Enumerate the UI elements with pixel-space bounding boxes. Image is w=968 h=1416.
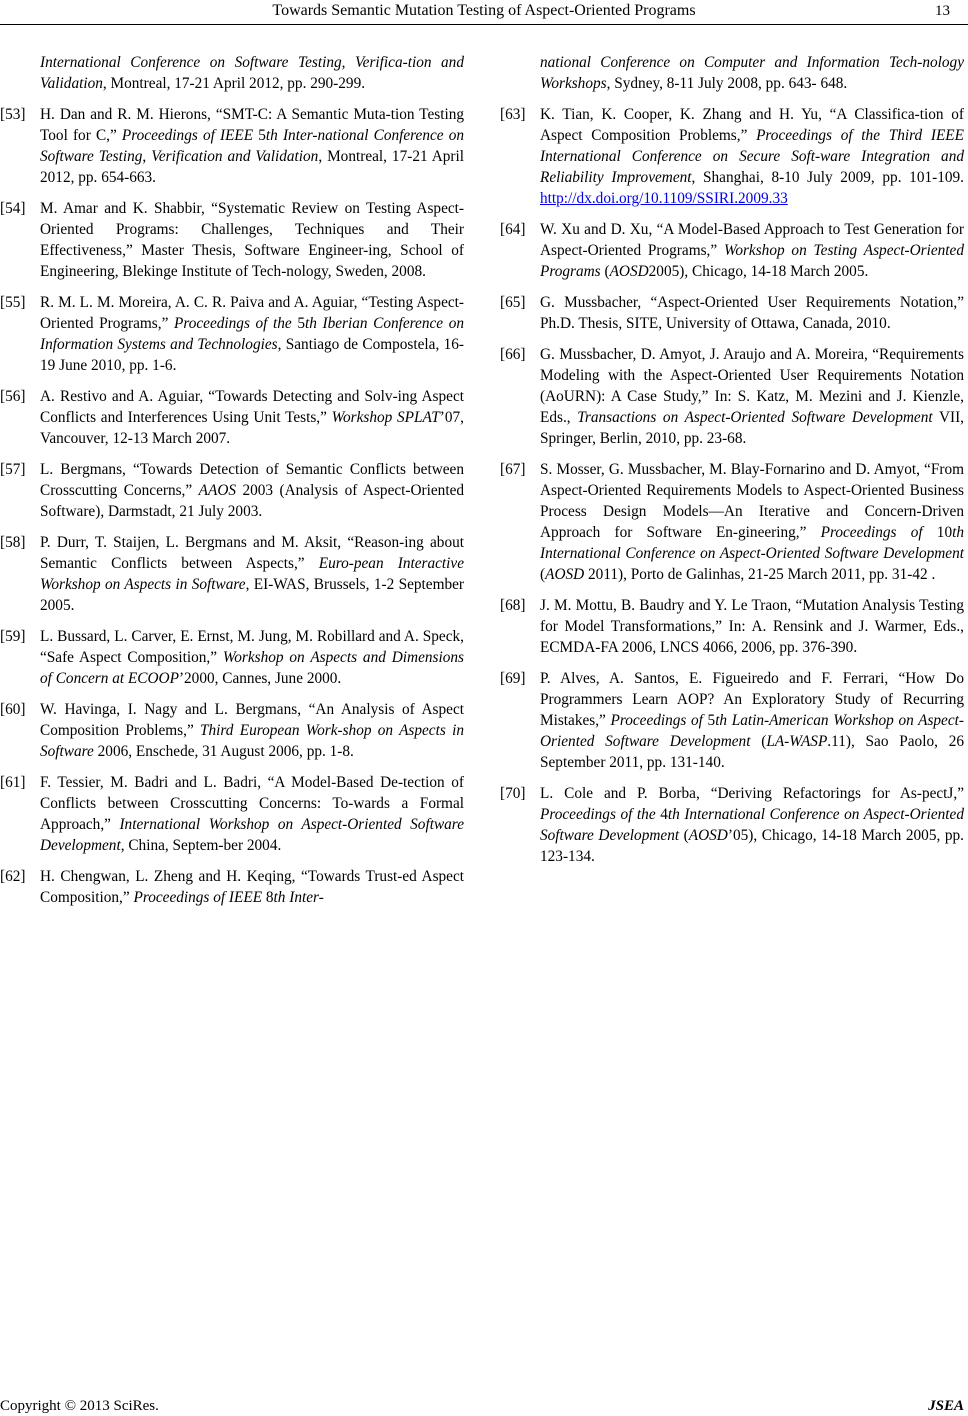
reference-text-segment: P. Durr, T. Staijen, L. Bergmans and M. Aksit, “Reason-ing about Semantic Conflicts between Aspects,” — [40, 534, 464, 572]
reference-continuation — [40, 52, 464, 94]
reference-text-segment: 10 — [936, 524, 953, 541]
reference-text-segment: , EI-WAS, Brussels, 1-2 September 2005. — [40, 576, 464, 614]
reference-number: [58] — [0, 534, 26, 551]
reference-italic-text: th International Conference on Aspect-Oriented Software Development — [540, 524, 964, 562]
reference-text-segment: 2003 (Analysis of Aspect-Oriented Software), Darmstadt, 21 July 2003. — [40, 482, 465, 520]
reference-entry — [500, 344, 965, 449]
reference-entry — [0, 459, 465, 522]
reference-text-segment: L. Bussard, L. Carver, E. Ernst, M. Jung, M. Robillard and A. Speck, “Safe Aspect Composition,” — [40, 628, 464, 666]
reference-text-segment: P. Alves, A. Santos, E. Figueiredo and F. Ferrari, “How Do Programmers Learn AOP? An Exploratory Study of Recurring Mistakes,” — [540, 670, 964, 729]
reference-number: [57] — [0, 461, 26, 478]
reference-text-segment: A. Restivo and A. Aguiar, “Towards Detecting and Solv-ing Aspect Conflicts and Interferences Using Unit Tests,” — [40, 388, 464, 426]
reference-text — [40, 52, 464, 94]
reference-text-segment: , Sydney, 8-11 July 2008, pp. 643- 648. — [606, 75, 848, 92]
reference-text-segment: 2005), Chicago, 14-18 March 2005. — [648, 263, 869, 280]
reference-text-segment: , China, Septem-ber 2004. — [120, 837, 282, 854]
reference-entry — [0, 626, 464, 689]
reference-italic-text: Third European Work-shop on Aspects in Software — [40, 722, 464, 760]
reference-text-segment: , — [341, 54, 356, 71]
reference-italic-text: AAOS — [198, 482, 237, 499]
reference-entry — [0, 866, 464, 908]
reference-text-segment: 8 — [265, 889, 274, 906]
reference-text — [40, 626, 464, 689]
reference-text — [40, 198, 464, 282]
reference-text-segment: VII, Springer, Berlin, 2010, pp. 23-68. — [540, 409, 965, 447]
reference-text-segment: 2011), Porto de Galinhas, 21-25 March 2011, pp. 31-42 . — [584, 566, 936, 583]
reference-text-segment: , Santiago de Compostela, 16-19 June 2010, pp. 1-6. — [40, 336, 464, 374]
reference-entry — [500, 459, 964, 585]
reference-italic-text: AOSD — [609, 263, 649, 280]
reference-italic-text: International Workshop on Aspect-Oriented Software Development — [40, 816, 464, 854]
reference-entry — [0, 104, 465, 188]
reference-entry — [0, 699, 464, 762]
reference-text — [540, 292, 964, 334]
reference-text-segment: M. Amar and K. Shabbir, “Systematic Review on Testing Aspect-Oriented Programs: Challenges, Techniques and Their Effectiveness,” Master Thesis, Software Engineer-ing, School of Engineering, Blekinge Institute of Tech-nology, Sweden, 2008. — [40, 200, 464, 280]
reference-text-segment: , — [142, 148, 152, 165]
reference-text-segment: , Montreal, 17-21 April 2012, pp. 654-663. — [40, 148, 465, 186]
reference-italic-text: Workshop SPLAT — [331, 409, 440, 426]
footer-copyright: Copyright © 2013 SciRes. — [0, 1398, 159, 1414]
reference-number: [54] — [0, 200, 26, 217]
reference-italic-text: th Latin-American Workshop on Aspect-Oriented Software Development — [540, 712, 964, 750]
reference-entry — [500, 595, 964, 658]
reference-text-segment: W. Havinga, I. Nagy and L. Bergmans, “An Analysis of Aspect Composition Problems,” — [40, 701, 464, 739]
reference-continuation — [540, 52, 964, 94]
reference-entry — [0, 198, 464, 282]
reference-text-segment: 4 — [660, 806, 668, 823]
references-right-column — [500, 52, 965, 877]
header-rule — [0, 24, 968, 25]
reference-number: [61] — [0, 774, 26, 791]
reference-italic-text: Proceedings of — [610, 712, 708, 729]
reference-text-segment: L. Cole and P. Borba, “Deriving Refactorings for As-pectJ,” — [540, 785, 964, 802]
reference-text-segment: ( — [540, 566, 546, 583]
reference-number: [67] — [500, 461, 526, 478]
reference-number: [63] — [500, 106, 526, 123]
reference-text-segment: 5 — [258, 127, 266, 144]
reference-text-segment: K. Tian, K. Cooper, K. Zhang and H. Yu, “A Classifica-tion of Aspect Composition Problems,” — [540, 106, 964, 144]
reference-text — [540, 104, 964, 209]
reference-text-segment: ( — [750, 733, 767, 750]
reference-text-segment: ’05), Chicago, 14-18 March 2005, pp. 123-134. — [540, 827, 964, 865]
reference-text — [540, 219, 964, 282]
reference-number: [64] — [500, 221, 526, 238]
reference-text — [540, 783, 964, 867]
reference-text-segment: 5 — [297, 315, 305, 332]
reference-text-segment: ’07, Vancouver, 12-13 March 2007. — [40, 409, 464, 447]
reference-italic-text: th International Conference on Aspect-Oriented Software Development — [540, 806, 964, 844]
reference-italic-text: th Inter-national Conference on Software Testing — [40, 127, 464, 165]
reference-entry — [500, 292, 964, 334]
reference-italic-text: th Inter- — [273, 889, 324, 906]
reference-text-segment: S. Mosser, G. Mussbacher, M. Blay-Fornarino and D. Amyot, “From Aspect-Oriented Requirements Models to Aspect-Oriented Business Process Design Models—An Iterative and Concern-Driven Approach for Software En-gineering,” — [540, 461, 964, 541]
reference-text — [540, 459, 964, 585]
reference-italic-text: Verifica-tion and Validation — [40, 54, 464, 92]
reference-italic-text: Verification and Validation — [151, 148, 319, 165]
reference-number: [56] — [0, 388, 26, 405]
reference-text-segment: ( — [600, 263, 610, 280]
reference-text — [40, 459, 464, 522]
reference-italic-text: Proceedings of IEEE — [133, 889, 266, 906]
reference-text-segment: J. M. Mottu, B. Baudry and Y. Le Traon, “Mutation Analysis Testing for Model Transformations,” In: A. Rensink and J. Warmer, Eds., ECMDA-FA 2006, LNCS 4066, 2006, pp. 376-390. — [540, 597, 964, 656]
reference-entry — [500, 219, 964, 282]
reference-italic-text: Proceedings of — [820, 524, 937, 541]
reference-number: [55] — [0, 294, 26, 311]
reference-text — [40, 699, 464, 762]
reference-text — [540, 52, 964, 94]
reference-entry — [500, 668, 965, 773]
reference-number: [62] — [0, 868, 26, 885]
reference-text — [540, 668, 964, 773]
reference-italic-text: Proceedings of the — [540, 806, 661, 823]
reference-text-segment: ( — [679, 827, 689, 844]
reference-text — [40, 866, 464, 908]
reference-text-segment: W. Xu and D. Xu, “A Model-Based Approach to Test Generation for Aspect-Oriented Programs,” — [540, 221, 964, 259]
reference-number: [59] — [0, 628, 26, 645]
reference-text-segment: .11), Sao Paolo, 26 September 2011, pp. 131-140. — [540, 733, 965, 771]
reference-number: [65] — [500, 294, 526, 311]
reference-italic-text: International Conference on Software Testing — [40, 54, 342, 71]
reference-text-segment: L. Bergmans, “Towards Detection of Semantic Conflicts between Crosscutting Concerns,” — [40, 461, 464, 499]
reference-italic-text: LA-WASP — [766, 733, 828, 750]
reference-entry — [0, 772, 464, 856]
reference-entry — [500, 104, 964, 209]
reference-italic-text: Workshop on Testing Aspect-Oriented Programs — [540, 242, 964, 280]
reference-italic-text: AOSD — [545, 566, 585, 583]
reference-entry — [0, 386, 464, 449]
reference-italic-text: AOSD — [688, 827, 728, 844]
reference-text — [40, 292, 464, 376]
reference-text-segment: 2006, Enschede, 31 August 2006, pp. 1-8. — [93, 743, 354, 760]
reference-italic-text: Proceedings of IEEE — [121, 127, 259, 144]
reference-text — [40, 386, 464, 449]
reference-italic-text: Proceedings of the — [174, 315, 298, 332]
reference-number: [68] — [500, 597, 526, 614]
reference-italic-text: Euro-pean Interactive Workshop on Aspects in Software — [40, 555, 464, 593]
reference-italic-text: national Conference on Computer and Information Tech-nology Workshops — [540, 54, 964, 92]
reference-entry — [0, 532, 464, 616]
reference-text — [540, 595, 964, 658]
reference-text-segment: F. Tessier, M. Badri and L. Badri, “A Model-Based De-tection of Conflicts between Crosscutting Concerns: To-wards a Formal Approach,” — [40, 774, 464, 833]
doi-link[interactable]: http://dx.doi.org/10.1109/SSIRI.2009.33 — [540, 190, 788, 207]
reference-text — [540, 344, 964, 449]
reference-text-segment: H. Chengwan, L. Zheng and H. Keqing, “Towards Trust-ed Aspect Composition,” — [40, 868, 464, 906]
reference-text-segment: ’2000, Cannes, June 2000. — [178, 670, 342, 687]
reference-text-segment: G. Mussbacher, “Aspect-Oriented User Requirements Notation,” Ph.D. Thesis, SITE, University of Ottawa, Canada, 2010. — [540, 294, 964, 332]
reference-text-segment: , Montreal, 17-21 April 2012, pp. 290-299. — [102, 75, 366, 92]
reference-text-segment: R. M. L. M. Moreira, A. C. R. Paiva and A. Aguiar, “Testing Aspect-Oriented Programs,” — [40, 294, 464, 332]
reference-italic-text: Workshop on Aspects and Dimensions of Concern at ECOOP — [40, 649, 464, 687]
references-left-column — [0, 52, 465, 918]
reference-entry — [500, 783, 964, 867]
reference-text-segment: G. Mussbacher, D. Amyot, J. Araujo and A. Moreira, “Requirements Modeling with the Aspect-Oriented User Requirements Notation (AoURN): A Case Study,” In: S. Katz, M. Mezini and J. Kienzle, Eds., — [540, 346, 964, 426]
reference-text — [40, 772, 464, 856]
reference-number: [60] — [0, 701, 26, 718]
reference-number: [70] — [500, 785, 526, 802]
reference-text-segment: , Shanghai, 8-10 July 2009, pp. 101-109. — [691, 169, 964, 186]
running-header-title: Towards Semantic Mutation Testing of Aspect-Oriented Programs — [272, 2, 696, 19]
reference-italic-text: Transactions on Aspect-Oriented Software Development — [577, 409, 933, 426]
reference-text-segment: 5 — [707, 712, 716, 729]
page-number: 13 — [935, 3, 950, 19]
footer-journal-name: JSEA — [928, 1398, 964, 1414]
reference-number: [53] — [0, 106, 26, 123]
reference-number: [66] — [500, 346, 526, 363]
reference-text — [40, 104, 464, 188]
reference-italic-text: th Iberian Conference on Information Systems and Technologies — [40, 315, 464, 353]
reference-text — [40, 532, 464, 616]
reference-number: [69] — [500, 670, 526, 687]
reference-entry — [0, 292, 464, 376]
reference-text-segment: H. Dan and R. M. Hierons, “SMT-C: A Semantic Muta-tion Testing Tool for C,” — [40, 106, 464, 144]
reference-italic-text: Proceedings of the Third IEEE International Conference on Secure Soft-ware Integration and Reliability Improvement — [540, 127, 964, 186]
